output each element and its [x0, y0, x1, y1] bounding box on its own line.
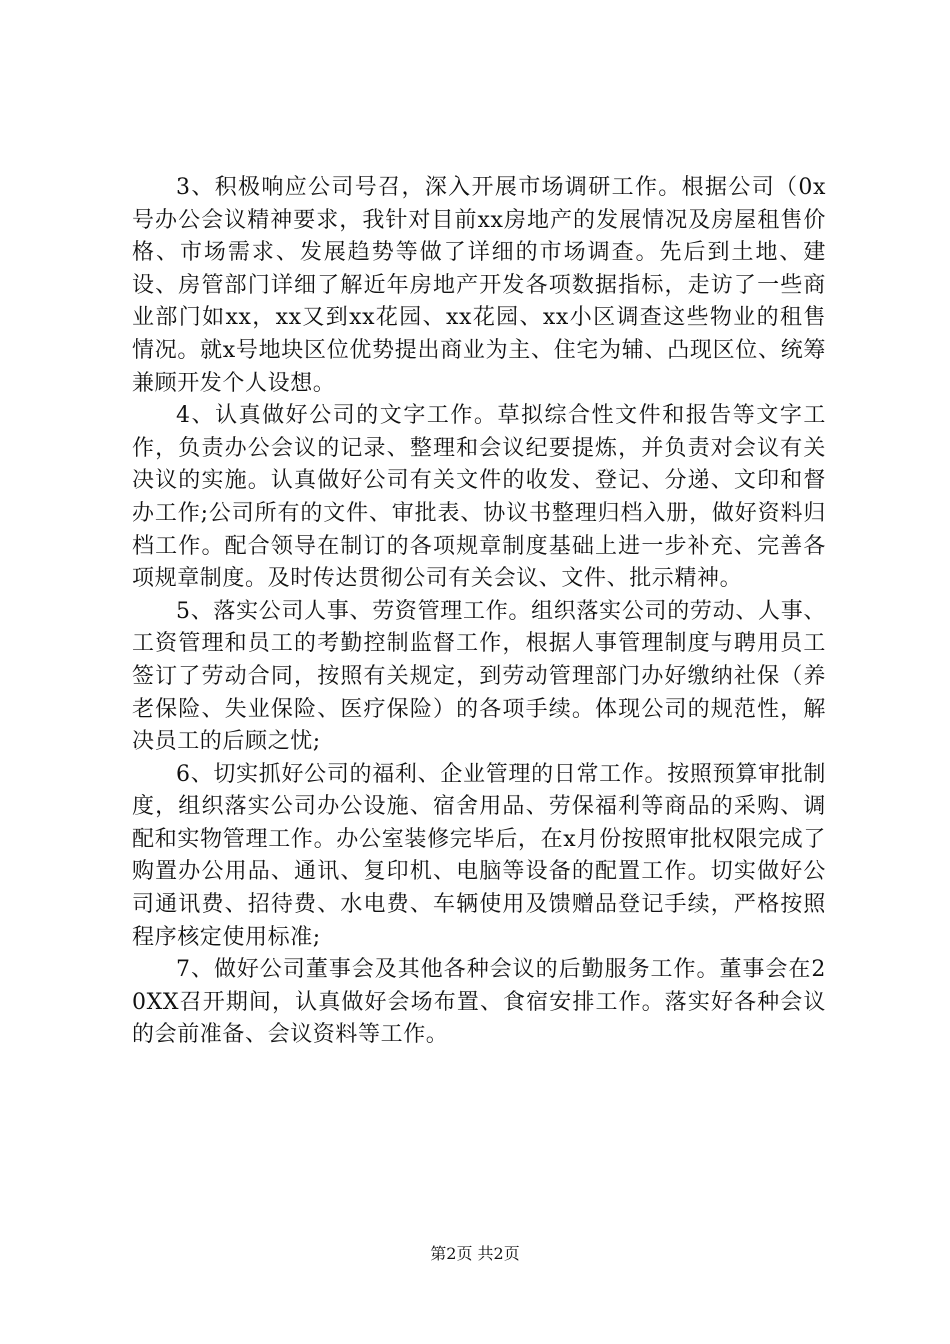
page-number-footer: 第2页 共2页 [430, 1244, 520, 1263]
paragraph-item-7: 7、做好公司董事会及其他各种会议的后勤服务工作。董事会在20XX召开期间，认真做好会场布置、食宿安排工作。落实好各种会议的会前准备、会议资料等工作。 [132, 957, 826, 1048]
document-body [132, 172, 826, 1052]
paragraph-item-4: 4、认真做好公司的文字工作。草拟综合性文件和报告等文字工作，负责办公会议的记录、整理和会议纪要提炼，并负责对会议有关决议的实施。认真做好公司有关文件的收发、登记、分递、文印和督办工作;公司所有的文件、审批表、协议书整理归档入册，做好资料归档工作。配合领导在制订的各项规章制度基础上进一步补充、完善各项规章制度。及时传达贯彻公司有关会议、文件、批示精神。 [132, 403, 826, 592]
paragraph-item-3: 3、积极响应公司号召，深入开展市场调研工作。根据公司（0x号办公会议精神要求，我针对目前xx房地产的发展情况及房屋租售价格、市场需求、发展趋势等做了详细的市场调查。先后到土地、建设、房管部门详细了解近年房地产开发各项数据指标，走访了一些商业部门如xx，xx又到xx花园、xx花园、xx小区调查这些物业的租售情况。就x号地块区位优势提出商业为主、住宅为辅、凸现区位、统筹兼顾开发个人设想。 [132, 175, 826, 396]
paragraph-item-6: 6、切实抓好公司的福利、企业管理的日常工作。按照预算审批制度，组织落实公司办公设施、宿舍用品、劳保福利等商品的采购、调配和实物管理工作。办公室装修完毕后，在x月份按照审批权限完成了购置办公用品、通讯、复印机、电脑等设备的配置工作。切实做好公司通讯费、招待费、水电费、车辆使用及馈赠品登记手续，严格按照程序核定使用标准; [132, 761, 826, 950]
paragraph-item-5: 5、落实公司人事、劳资管理工作。组织落实公司的劳动、人事、工资管理和员工的考勤控制监督工作，根据人事管理制度与聘用员工签订了劳动合同，按照有关规定，到劳动管理部门办好缴纳社保（养老保险、失业保险、医疗保险）的各项手续。体现公司的规范性，解决员工的后顾之忧; [132, 598, 826, 755]
